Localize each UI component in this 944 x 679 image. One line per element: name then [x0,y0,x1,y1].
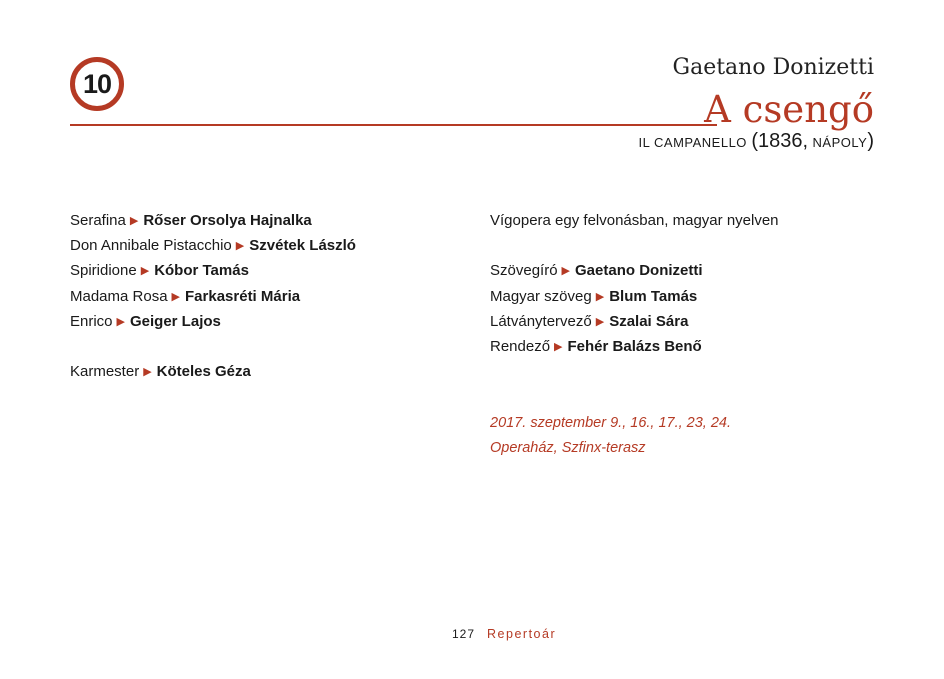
credit-role: Szövegíró [490,262,558,280]
role-label: Madama Rosa [70,287,168,305]
performance-info [490,411,731,461]
arrow-icon: ▶ [235,240,245,253]
subtitle-close: ) [867,130,874,152]
page-footer [452,627,556,641]
cast-row [70,284,356,309]
title-rule [70,124,717,126]
spacer [490,233,779,258]
performance-venue: Operaház, Szfinx-terasz [490,440,646,456]
page-number: 127 [452,627,476,641]
opera-description: Vígopera egy felvonásban, magyar nyelven [490,212,779,229]
role-label: Spiridione [70,262,137,280]
composer-name: Gaetano Donizetti [672,55,874,80]
conductor-name: Köteles Géza [156,363,251,381]
performer-name: Rőser Orsolya Hajnalka [143,212,312,229]
opera-title: A csengő [704,88,874,131]
credit-row [490,284,779,309]
conductor-row [70,359,356,384]
premiere-place: NÁPOLY [812,135,868,150]
credit-name: Fehér Balázs Benő [567,337,702,355]
arrow-icon: ▶ [595,315,605,328]
role-label: Serafina [70,212,126,229]
cast-column [70,208,356,384]
credit-role: Magyar szöveg [490,287,592,305]
arrow-icon: ▶ [143,366,152,379]
credit-name: Blum Tamás [609,287,698,305]
performer-name: Geiger Lajos [130,312,221,330]
credit-row [490,334,779,359]
performer-name: Szvétek László [249,237,356,255]
arrow-icon: ▶ [171,290,181,303]
performer-name: Farkasréti Mária [185,287,301,305]
premiere-year: (1836, [751,130,809,152]
credits-column [490,208,779,359]
credit-name: Gaetano Donizetti [575,262,703,280]
original-title: IL CAMPANELLO [638,135,747,150]
credit-role: Látványtervező [490,312,592,330]
role-label: Enrico [70,312,113,330]
arrow-icon: ▶ [140,265,150,278]
credit-row [490,258,779,283]
cast-row [70,309,356,334]
role-label: Don Annibale Pistacchio [70,237,232,255]
arrow-icon: ▶ [561,265,571,278]
chapter-number-badge: 10 [70,57,124,111]
credit-name: Szalai Sára [609,312,689,330]
arrow-icon: ▶ [116,315,125,328]
section-name: Repertoár [487,627,557,641]
credit-role: Rendező [490,337,551,355]
credit-row [490,309,779,334]
arrow-icon: ▶ [554,340,563,353]
arrow-icon: ▶ [129,215,139,227]
performance-dates: 2017. szeptember 9., 16., 17., 23, 24. [490,415,732,431]
arrow-icon: ▶ [595,290,605,303]
performer-name: Kóbor Tamás [154,262,249,280]
role-label: Karmester [70,363,140,381]
opera-subtitle [639,130,874,153]
cast-row [70,258,356,283]
cast-row [70,208,356,233]
cast-row [70,233,356,258]
spacer [70,334,356,359]
